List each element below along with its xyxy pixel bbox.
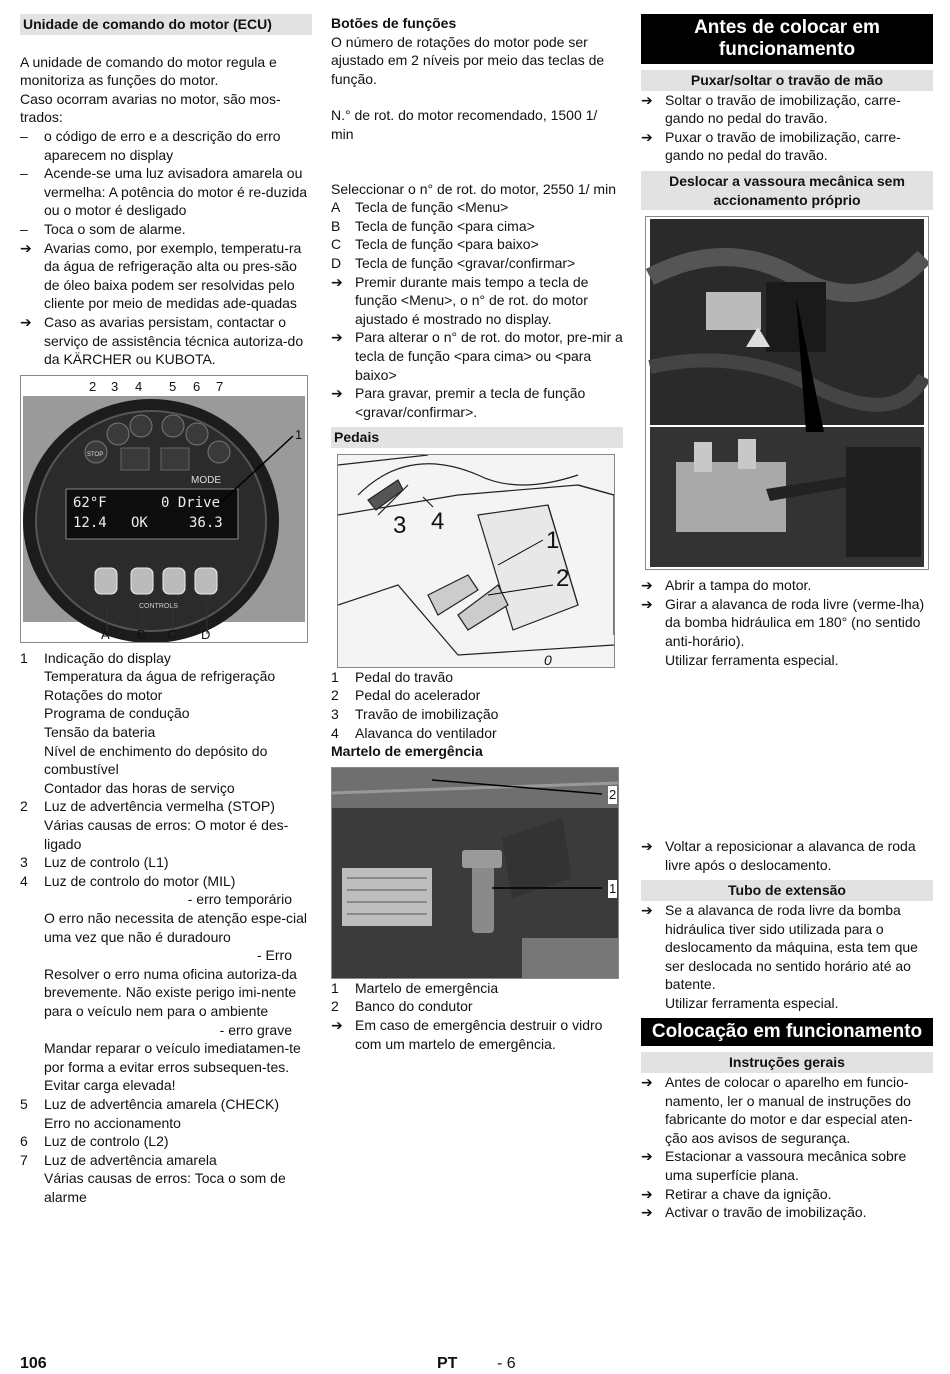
hammer-figure [331,767,619,979]
legend-item [20,797,312,816]
handbrake-heading: Puxar/soltar o travão de mão [641,70,933,91]
pedal-fig-label: 4 [431,507,445,535]
legend-number: 2 [20,798,28,815]
arrow-icon: ➔ [641,128,653,145]
column-1 [20,14,312,1207]
mil-severity-text: O erro não necessita de atenção espe-cial uma vez que não é duradouro [44,910,308,945]
lamp-label: 7 [216,378,224,394]
legend-number: 6 [20,1133,28,1150]
lamp-label: 4 [135,378,143,394]
legend-item [20,779,312,798]
legend-item [20,1151,312,1170]
function-keys-list [331,198,623,272]
instruction-item [641,1147,933,1184]
mode-label: MODE [191,474,221,486]
arrow-icon: ➔ [641,595,653,612]
lamp-label: 3 [111,378,119,394]
legend-text: Travão de imobilização [355,706,499,723]
instruction-item: ➔ Premir durante mais tempo a tecla de função <Menu>, o n° de rot. do motor ajustado é mostrado no display. [331,273,589,327]
legend-key: 2 [331,687,339,704]
rpm-recommended: N.° de rot. do motor recomendado, 1500 1/ min [331,107,598,142]
legend-number: 3 [20,854,28,871]
legend-text: Indicação do display [44,649,171,666]
instruction-item: ➔ Para gravar, premir a tecla de função <gravar/confirmar>. [331,385,586,420]
legend-key: C [331,236,342,253]
pedal-fig-label: 0 [544,651,552,668]
legend-text: Várias causas de erros: O motor é des-ligado [44,817,289,852]
legend-text: Várias causas de erros: Toca o som de alarme [44,1170,286,1205]
instruction-text: Retirar a chave da ignição. [665,1185,832,1202]
hammer-legend [331,979,623,1016]
mil-severity-label: - erro grave [219,1021,292,1038]
pedal-fig-label: 2 [556,564,570,592]
legend-item [20,1132,312,1151]
legend-item [331,724,623,743]
legend-item [331,705,623,724]
language-code: PT [437,1355,458,1372]
legend-number: 7 [20,1151,28,1168]
legend-key: 1 [331,979,339,996]
button-label: B [137,626,146,642]
mil-severity-text: Mandar reparar o veículo imediatamen-te por forma a evitar erros subsequen-tes. Evitar carga elevada! [44,1040,301,1094]
instruction-item: ➔ Caso as avarias persistam, contactar o serviço de assistência técnica autoriza-do da KÄRCHER ou KUBOTA. [20,313,304,368]
section-page: - 6 [497,1355,516,1372]
instruction-item: ➔ Soltar o travão de imobilização, carre-gando no pedal do travão. [641,91,901,127]
legend-text: Pedal do travão [355,668,454,685]
arrow-icon: ➔ [641,577,653,594]
instruction-text: Antes de colocar o aparelho em funcio-namento, ler o manual de instruções do fabricante do motor e dar especial aten-ção aos avisos de segurança. [665,1074,913,1146]
legend-text: Tecla de função <gravar/confirmar> [355,254,576,271]
legend-text: Luz de controlo do motor (MIL) [44,872,236,889]
display-legend-2 [20,1095,312,1207]
legend-text: Nível de enchimento do depósito do combustível [44,742,268,778]
legend-number [20,742,44,779]
ecu-display-figure [20,375,308,643]
hammer-fig-label: 1 [608,880,617,899]
ecu-heading: Unidade de comando do motor (ECU) [20,14,312,35]
legend-key: 2 [331,998,339,1015]
legend-key: B [331,217,341,234]
pedals-heading: Pedais [331,427,623,448]
legend-item [20,667,312,686]
legend-text: Contador das horas de serviço [44,779,235,796]
legend-number [20,779,44,798]
legend-text: Rotações do motor [44,686,163,703]
legend-number [20,667,44,686]
legend-item [331,235,623,254]
button-label: C [167,626,177,642]
page-number: 106 [20,1355,47,1372]
function-buttons-heading: Botões de funções [331,15,457,31]
hydraulic-pump-illustration [646,217,928,569]
move-heading: Deslocar a vassoura mecânica sem accionamento próprio [641,171,933,210]
pedals-legend [331,668,623,742]
arrow-icon: ➔ [641,1185,653,1202]
arrow-icon: ➔ [20,239,32,256]
arrow-icon: ➔ [20,313,32,330]
legend-key: A [331,199,341,216]
instruction-item: ➔ Abrir a tampa do motor. [641,577,812,594]
legend-number: 1 [20,649,28,666]
legend-number [20,686,44,705]
function-buttons-intro: O número de rotações do motor pode ser ajustado em 2 níveis por meio das teclas de função. [331,33,605,87]
instruction-item: ➔ Voltar a reposicionar a alavanca de roda livre após o deslocamento. [641,838,916,873]
legend-text: Tecla de função <Menu> [355,199,509,216]
pedals-illustration [338,455,614,667]
hydraulic-pump-figure [645,216,929,570]
rpm-select: Seleccionar o n° de rot. do motor, 2550 1/ min [331,180,616,197]
legend-text: Alavanca do ventilador [355,724,497,741]
legend-text: Banco do condutor [355,998,473,1015]
startup-heading: Colocação em funcionamento [641,1018,933,1046]
legend-item [20,816,312,853]
legend-item [331,217,623,236]
legend-item [20,742,312,779]
legend-item [20,686,312,705]
instruction-text: Activar o travão de imobilização. [665,1204,867,1221]
brand-label: CONTROLS [139,602,178,610]
special-tool-note: Utilizar ferramenta especial. [665,994,839,1011]
general-instructions-list [641,1073,933,1222]
legend-number [20,1114,44,1133]
column-2 [331,14,623,1053]
hammer-illustration [332,768,618,978]
legend-number: 4 [20,872,28,889]
instruction-item [641,1203,933,1222]
fault-item: – o código de erro e a descrição do erro aparecem no display [20,127,281,163]
mil-severity-label: - Erro [257,947,292,964]
legend-key: 4 [331,724,339,741]
legend-key: D [331,254,342,271]
lamp-label: 5 [169,378,177,394]
legend-number [20,816,44,853]
legend-text: Tensão da bateria [44,724,156,741]
hammer-fig-label: 2 [608,786,617,805]
pedals-figure [337,454,615,668]
display-label: 1 [295,426,303,442]
legend-text: Luz de advertência amarela [44,1151,217,1168]
legend-item [20,1169,312,1206]
general-instructions-heading: Instruções gerais [641,1052,933,1073]
button-label: D [201,626,211,642]
legend-text: Erro no accionamento [44,1114,181,1131]
arrow-icon: ➔ [641,901,653,918]
instruction-item: ➔ Para alterar o n° de rot. do motor, pre-mir a tecla de função <para cima> ou <para baixo> [331,329,623,383]
legend-number [20,704,44,723]
column-3 [641,14,933,1222]
legend-item [20,1114,312,1133]
arrow-icon: ➔ [331,273,343,290]
special-tool-note: Utilizar ferramenta especial. [665,651,839,668]
legend-item [20,853,312,872]
mil-legend [20,890,312,1095]
legend-item [20,704,312,723]
arrow-icon: ➔ [331,1017,343,1034]
arrow-icon: ➔ [641,1204,653,1221]
lcd-hours: 36.3 [189,514,223,531]
legend-text: Luz de advertência amarela (CHECK) [44,1095,279,1112]
lamp-label: 2 [89,378,97,394]
arrow-icon: ➔ [641,838,653,855]
legend-key: 3 [331,706,339,723]
legend-item [331,686,623,705]
display-legend [20,649,312,891]
lcd-voltage: 12.4 [73,514,107,531]
lcd-temp: 62°F [73,494,107,511]
instruction-item: ➔ Puxar o travão de imobilização, carre-gando no pedal do travão. [641,128,901,164]
pedal-fig-label: 3 [393,511,407,539]
legend-text: Luz de controlo (L1) [44,854,169,871]
instruction-item [641,1185,933,1204]
hammer-heading: Martelo de emergência [331,743,483,760]
ecu-intro: A unidade de comando do motor regula e monitoriza as funções do motor. [20,53,277,89]
fault-item: – Toca o som de alarme. [20,220,186,237]
ecu-faults-intro: Caso ocorram avarias no motor, são mos-trados: [20,90,281,126]
button-label: A [101,626,110,642]
legend-text: Tecla de função <para baixo> [355,236,539,253]
legend-text: Luz de advertência vermelha (STOP) [44,798,275,815]
arrow-icon: ➔ [331,385,343,402]
legend-number [20,1169,44,1206]
legend-text: Pedal do acelerador [355,687,481,704]
legend-number [20,723,44,742]
arrow-icon: ➔ [331,329,343,346]
fault-item: – Acende-se uma luz avisadora amarela ou vermelha: A potência do motor é re-duzida ou o motor é desligado [20,165,308,219]
legend-text: Tecla de função <para cima> [355,217,535,234]
legend-item [331,254,623,273]
legend-item [331,979,623,998]
extension-tube-heading: Tubo de extensão [641,880,933,901]
lamp-label: 6 [193,378,201,394]
legend-item [20,649,312,668]
main-section-heading: Antes de colocar em funcionamento [641,14,933,64]
legend-item [331,668,623,687]
legend-text: Programa de condução [44,705,190,722]
lcd-status: OK [131,514,148,531]
arrow-icon: ➔ [641,91,653,108]
pedal-fig-label: 1 [546,526,560,554]
mil-severity-label: - erro temporário [187,891,292,908]
legend-text: Temperatura da água de refrigeração [44,668,276,685]
legend-number: 5 [20,1095,28,1112]
arrow-icon: ➔ [641,1148,653,1165]
instruction-item: ➔ Se a alavanca de roda livre da bomba hidráulica tiver sido utilizada para o deslocamento da máquina, esta tem que ser deslocada no sentido horário até ao batente. [641,901,918,993]
instruction-item: ➔ Em caso de emergência destruir o vidro com um martelo de emergência. [331,1017,603,1052]
legend-item [20,872,312,891]
instruction-item: ➔ Avarias como, por exemplo, temperatu-ra da água de refrigeração alta ou pres-são de óleo baixa podem ser resolvidas pelo cliente por meio de medidas ade-quadas [20,239,302,312]
mil-severity-text: Resolver o erro numa oficina autoriza-da brevemente. Não existe perigo imi-nente para o veículo nem para o ambiente [44,965,297,1019]
legend-item [20,1095,312,1114]
instruction-item: ➔ Girar a alavanca de roda livre (verme-lha) da bomba hidráulica em 180° (no sentido anti-horário). [641,595,925,649]
legend-item [331,997,623,1016]
instruction-item [641,1073,933,1147]
legend-text: Luz de controlo (L2) [44,1133,169,1150]
legend-item [331,198,623,217]
stop-lamp-text: STOP [87,451,104,458]
legend-item [20,723,312,742]
lcd-drive: 0 Drive [161,494,221,511]
instruction-text: Estacionar a vassoura mecânica sobre uma superfície plana. [665,1148,907,1184]
legend-key: 1 [331,668,339,685]
arrow-icon: ➔ [641,1074,653,1091]
legend-text: Martelo de emergência [355,979,499,996]
